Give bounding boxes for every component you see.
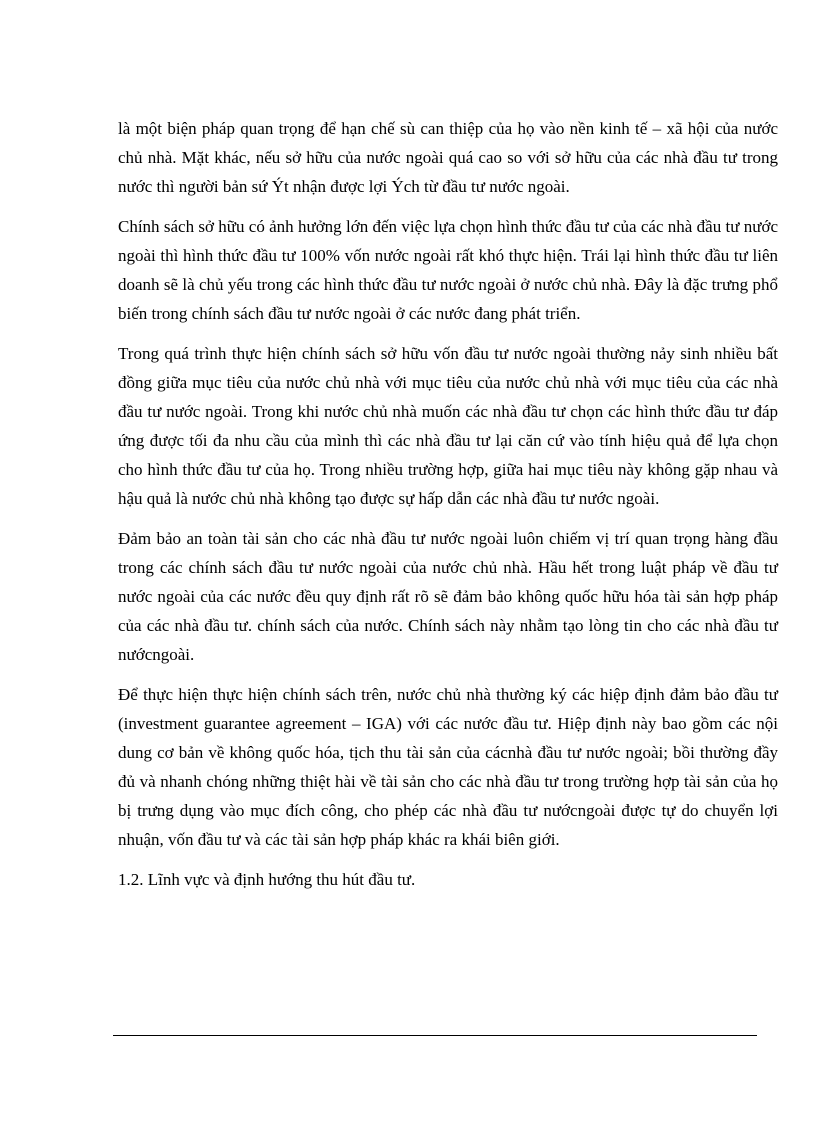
document-body xyxy=(118,114,778,894)
paragraph-ownership-policy: Chính sách sở hữu có ảnh hưởng lớn đến việc lựa chọn hình thức đầu tư của các nhà đầu tư nước ngoài thì hình thức đầu tư 100% vốn nước ngoài rất khó thực hiện. Trái lại hình thức đầu tư liên doanh sẽ là chủ yếu trong các hình thức đầu tư nước ngoài ở nước chủ nhà. Đây là đặc trưng phổ biến trong chính sách đầu tư nước ngoài ở các nước đang phát triển. xyxy=(118,217,778,323)
footer-divider xyxy=(113,1035,757,1036)
paragraph-investment-agreement: Để thực hiện thực hiện chính sách trên, nước chủ nhà thường ký các hiệp định đảm bảo đầu tư (investment guarantee agreement – IGA) với các nước đầu tư. Hiệp định này bao gồm các nội dung cơ bản về không quốc hóa, tịch thu tài sản của cácnhà đầu tư nước ngoài; bồi thường đầy đủ và nhanh chóng những thiệt hài về tài sản cho các nhà đầu tư trong trường hợp tài sản của họ bị trưng dụng vào mục đích công, cho phép các nhà đầu tư nướcngoài được tự do chuyển lợi nhuận, vốn đầu tư và các tài sản hợp pháp khác ra khái biên giới. xyxy=(118,685,778,849)
paragraph-ownership-control: là một biện pháp quan trọng để hạn chế sù can thiệp của họ vào nền kinh tế – xã hội của nước chủ nhà. Mặt khác, nếu sở hữu của nước ngoài quá cao so với sở hữu của các nhà đầu tư trong nước thì người bản sứ Ýt nhận được lợi Ých từ đầu tư nước ngoài. xyxy=(118,119,778,196)
section-heading: 1.2. Lĩnh vực và định hướng thu hút đầu tư. xyxy=(118,870,416,889)
paragraph-ownership-conflict: Trong quá trình thực hiện chính sách sở hữu vốn đầu tư nước ngoài thường nảy sinh nhiều bất đồng giữa mục tiêu của nước chủ nhà với mục tiêu của nước chủ nhà với mục tiêu của các nhà đầu tư nước ngoài. Trong khi nước chủ nhà muốn các nhà đầu tư chọn các hình thức đầu tư đáp ứng được tối đa nhu cầu của mình thì các nhà đầu tư lại căn cứ vào tính hiệu quả để lựa chọn cho hình thức đầu tư của họ. Trong nhiều trường hợp, giữa hai mục tiêu này không gặp nhau và hậu quả là nước chủ nhà không tạo được sự hấp dẫn các nhà đầu tư nước ngoài. xyxy=(118,344,778,508)
paragraph-asset-safety: Đảm bảo an toàn tài sản cho các nhà đầu tư nước ngoài luôn chiếm vị trí quan trọng hàng đầu trong các chính sách đầu tư nước ngoài của nước chủ nhà. Hầu hết trong luật pháp về đầu tư nước ngoài của các nước đều quy định rất rõ sẽ đảm bảo không quốc hữu hóa tài sản hợp pháp của các nhà đầu tư. chính sách của nước. Chính sách này nhằm tạo lòng tin cho các nhà đầu tư nướcngoài. xyxy=(118,529,778,664)
